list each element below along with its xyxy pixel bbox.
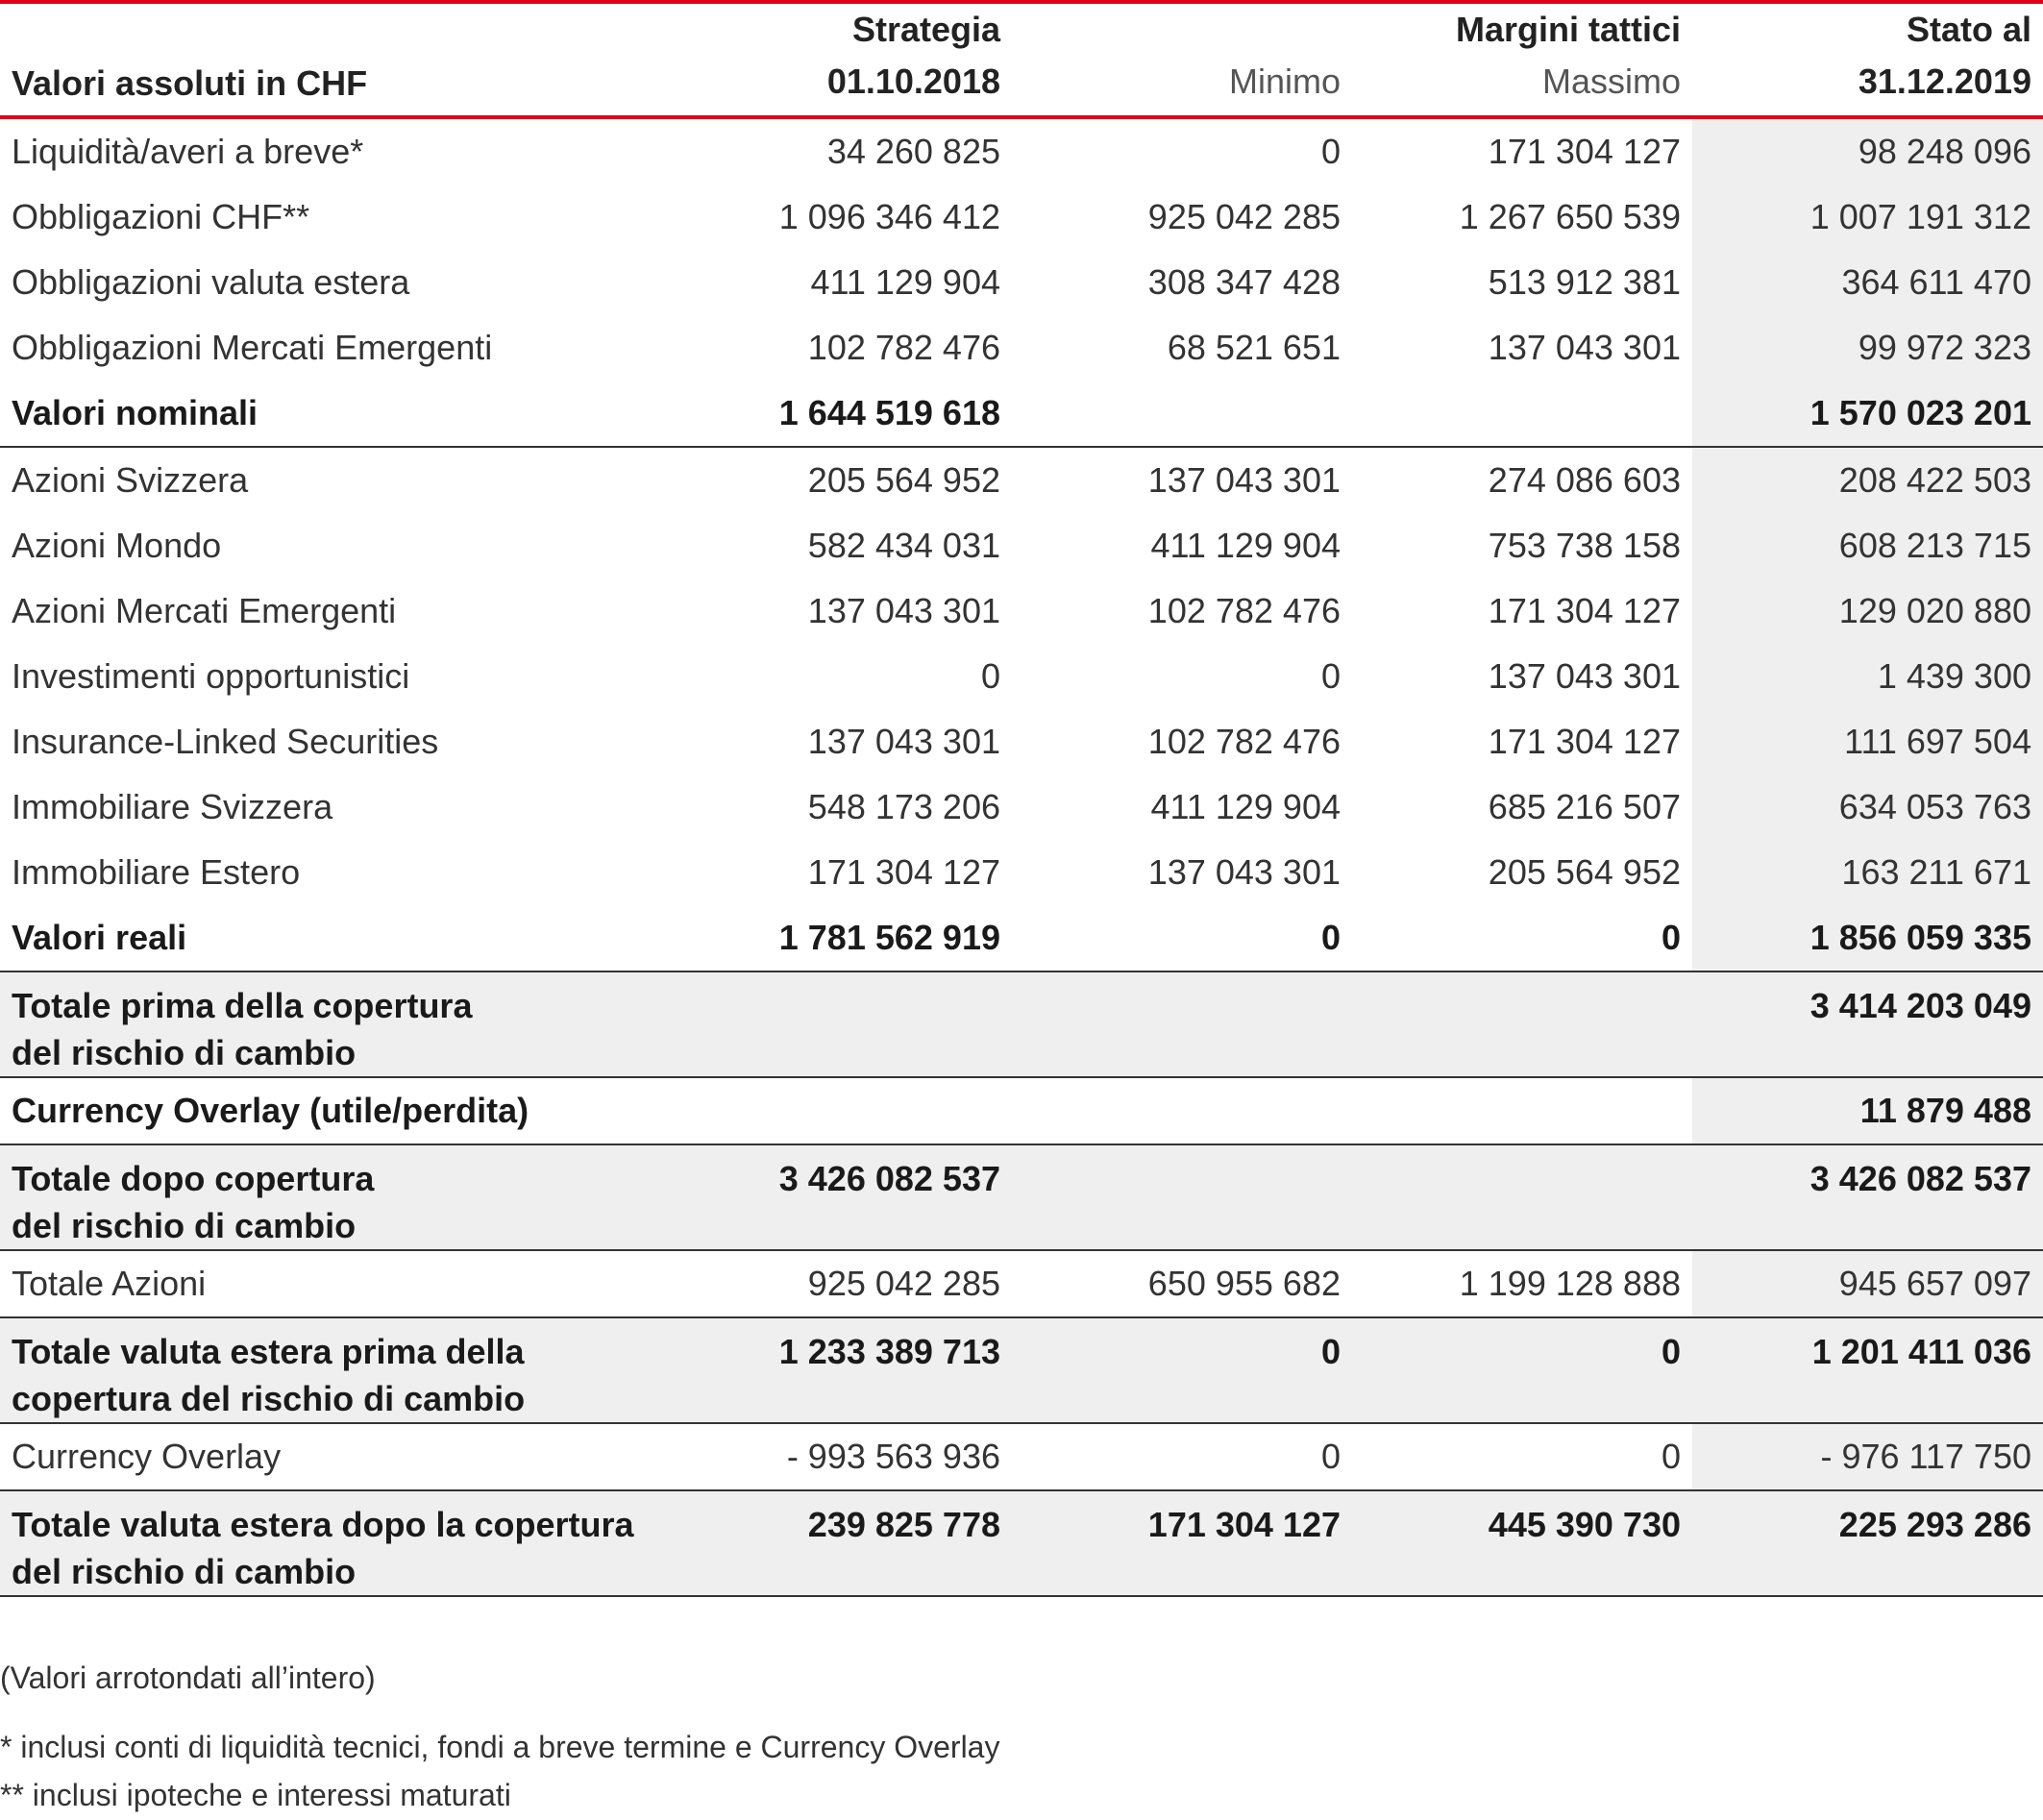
table-header-row	[0, 4, 2043, 117]
cell-status: 1 439 300	[1692, 644, 2043, 709]
table-row	[0, 578, 2043, 644]
cell-minimum: 650 955 682	[1147, 1264, 1341, 1303]
cell-maximum: 137 043 301	[1488, 656, 1681, 696]
cell-maximum: 1 199 128 888	[1459, 1264, 1681, 1303]
cell-strategy: 205 564 952	[807, 460, 1000, 500]
header-status-date: 31.12.2019	[1858, 61, 2031, 101]
cell-minimum	[1012, 971, 1352, 1077]
cell-strategy: 239 825 778	[711, 1490, 1012, 1596]
subtotal-row-nominal	[0, 381, 2043, 447]
subtotal-row-real	[0, 905, 2043, 971]
footnote-liquidity: * inclusi conti di liquidità tecnici, fondi a breve termine e Currency Overlay	[0, 1730, 1000, 1764]
cell-minimum: 0	[1320, 1437, 1341, 1476]
total-after-hedging-row	[0, 1144, 2043, 1250]
cell-minimum: 171 304 127	[1012, 1490, 1352, 1596]
cell-status: 111 697 504	[1692, 709, 2043, 775]
allocation-table	[0, 4, 2043, 1597]
cell-minimum: 137 043 301	[1147, 460, 1341, 500]
row-label	[0, 971, 711, 1077]
cell-minimum: 102 782 476	[1147, 591, 1341, 630]
cell-strategy: 548 173 206	[807, 787, 1000, 826]
table-row	[0, 840, 2043, 905]
cell-status: 99 972 323	[1692, 315, 2043, 381]
cell-maximum: 274 086 603	[1488, 460, 1681, 500]
currency-overlay-row	[0, 1423, 2043, 1490]
cell-maximum: 0	[1661, 918, 1681, 957]
cell-minimum: 137 043 301	[1147, 852, 1341, 892]
cell-minimum: 308 347 428	[1147, 262, 1341, 302]
cell-strategy: 411 129 904	[810, 262, 1000, 302]
cell-strategy: 0	[980, 656, 1000, 696]
cell-strategy	[711, 971, 1012, 1077]
cell-status: 98 248 096	[1692, 117, 2043, 184]
row-label	[0, 1490, 711, 1596]
cell-strategy: 137 043 301	[807, 591, 1000, 630]
row-label-line1: Totale valuta estera dopo la copertura	[12, 1505, 634, 1544]
total-fx-after-hedging-row	[0, 1490, 2043, 1596]
row-label: Liquidità/averi a breve*	[12, 132, 364, 171]
row-label: Azioni Mondo	[12, 526, 222, 565]
table-row	[0, 184, 2043, 250]
total-fx-before-hedging-row	[0, 1317, 2043, 1423]
row-label: Immobiliare Estero	[12, 852, 301, 892]
header-strategy	[711, 4, 1012, 117]
row-label-line1: Totale dopo copertura	[12, 1159, 375, 1198]
table-row	[0, 513, 2043, 578]
table-row	[0, 709, 2043, 775]
header-margins-title: Margini tattici	[1455, 10, 1681, 49]
cell-status: 208 422 503	[1692, 447, 2043, 513]
row-label: Obbligazioni CHF**	[12, 197, 310, 236]
cell-maximum: 171 304 127	[1488, 132, 1681, 171]
cell-minimum: 925 042 285	[1147, 197, 1341, 236]
cell-maximum: 445 390 730	[1352, 1490, 1692, 1596]
cell-strategy: 582 434 031	[807, 526, 1000, 565]
cell-status: 1 007 191 312	[1692, 184, 2043, 250]
row-label: Valori nominali	[12, 393, 258, 432]
header-maximum-label: Massimo	[1541, 61, 1681, 101]
cell-maximum	[1352, 381, 1692, 447]
header-margins	[1352, 4, 1692, 117]
cell-minimum: 102 782 476	[1147, 722, 1341, 761]
header-minimum	[1012, 4, 1352, 117]
header-minimum-label: Minimo	[1228, 61, 1341, 101]
cell-status: 163 211 671	[1692, 840, 2043, 905]
cell-strategy	[711, 1077, 1012, 1144]
cell-strategy: 1 781 562 919	[778, 918, 1000, 957]
row-label: Azioni Mercati Emergenti	[12, 591, 397, 630]
cell-status: 1 856 059 335	[1692, 905, 2043, 971]
row-label	[0, 1317, 711, 1423]
cell-minimum: 0	[1320, 132, 1341, 171]
cell-maximum	[1352, 1077, 1692, 1144]
cell-strategy: 1 096 346 412	[778, 197, 1000, 236]
row-label: Obbligazioni Mercati Emergenti	[12, 328, 493, 367]
cell-status: 225 293 286	[1692, 1490, 2043, 1596]
cell-status: 608 213 715	[1692, 513, 2043, 578]
cell-strategy: 34 260 825	[826, 132, 1000, 171]
row-label: Immobiliare Svizzera	[12, 787, 333, 826]
cell-status: 634 053 763	[1692, 775, 2043, 840]
cell-minimum: 0	[1012, 1317, 1352, 1423]
table-row	[0, 775, 2043, 840]
cell-strategy: 137 043 301	[807, 722, 1000, 761]
cell-maximum: 171 304 127	[1488, 591, 1681, 630]
total-before-hedging-row	[0, 971, 2043, 1077]
cell-maximum: 753 738 158	[1488, 526, 1681, 565]
cell-strategy: 171 304 127	[807, 852, 1000, 892]
cell-status: 1 570 023 201	[1692, 381, 2043, 447]
cell-strategy: 1 233 389 713	[711, 1317, 1012, 1423]
row-label-line2: copertura del rischio di cambio	[12, 1379, 526, 1418]
cell-minimum	[1012, 1077, 1352, 1144]
total-equities-row	[0, 1250, 2043, 1317]
row-label: Obbligazioni valuta estera	[12, 262, 410, 302]
cell-maximum: 0	[1352, 1317, 1692, 1423]
table-row	[0, 644, 2043, 709]
cell-minimum: 411 129 904	[1150, 526, 1341, 565]
row-label	[0, 1144, 711, 1250]
header-values-label: Valori assoluti in CHF	[12, 63, 368, 103]
cell-minimum	[1012, 1144, 1352, 1250]
cell-status: 129 020 880	[1692, 578, 2043, 644]
cell-maximum: 513 912 381	[1488, 262, 1681, 302]
cell-status: 3 426 082 537	[1692, 1144, 2043, 1250]
cell-minimum: 411 129 904	[1150, 787, 1341, 826]
row-label-line2: del rischio di cambio	[12, 1206, 357, 1245]
row-label: Azioni Svizzera	[12, 460, 249, 500]
header-strategy-date: 01.10.2018	[826, 61, 1000, 101]
row-label: Currency Overlay (utile/perdita)	[12, 1091, 529, 1130]
cell-strategy: - 993 563 936	[786, 1437, 1000, 1476]
cell-strategy: 102 782 476	[807, 328, 1000, 367]
cell-maximum	[1352, 1144, 1692, 1250]
table-row	[0, 117, 2043, 184]
cell-status: 3 414 203 049	[1692, 971, 2043, 1077]
cell-maximum	[1352, 971, 1692, 1077]
cell-strategy: 1 644 519 618	[778, 393, 1000, 432]
cell-status: 11 879 488	[1692, 1077, 2043, 1144]
cell-strategy: 925 042 285	[807, 1264, 1000, 1303]
cell-minimum	[1012, 381, 1352, 447]
header-status	[1692, 4, 2043, 117]
table-row	[0, 447, 2043, 513]
cell-maximum: 0	[1661, 1437, 1681, 1476]
header-status-title: Stato al	[1906, 10, 2031, 49]
cell-strategy: 3 426 082 537	[711, 1144, 1012, 1250]
row-label: Valori reali	[12, 918, 187, 957]
cell-minimum: 68 521 651	[1167, 328, 1341, 367]
row-label-line1: Totale valuta estera prima della	[12, 1332, 525, 1371]
table-row	[0, 315, 2043, 381]
cell-maximum: 137 043 301	[1488, 328, 1681, 367]
rounding-note: (Valori arrotondati all’intero)	[0, 1660, 376, 1695]
header-strategy-title: Strategia	[851, 10, 1000, 49]
cell-maximum: 1 267 650 539	[1459, 197, 1681, 236]
cell-maximum: 205 564 952	[1488, 852, 1681, 892]
cell-status: - 976 117 750	[1692, 1423, 2043, 1490]
row-label: Investimenti opportunistici	[12, 656, 410, 696]
row-label-line2: del rischio di cambio	[12, 1552, 357, 1591]
cell-maximum: 685 216 507	[1488, 787, 1681, 826]
footnote-bonds: ** inclusi ipoteche e interessi maturati	[0, 1778, 511, 1812]
cell-minimum: 0	[1320, 656, 1341, 696]
table-row	[0, 250, 2043, 315]
currency-overlay-pl-row	[0, 1077, 2043, 1144]
row-label-line1: Totale prima della copertura	[12, 986, 473, 1025]
row-label: Totale Azioni	[12, 1264, 207, 1303]
cell-status: 1 201 411 036	[1692, 1317, 2043, 1423]
row-label: Insurance-Linked Securities	[12, 722, 439, 761]
row-label: Currency Overlay	[12, 1437, 282, 1476]
cell-minimum: 0	[1320, 918, 1341, 957]
row-label-line2: del rischio di cambio	[12, 1033, 357, 1072]
cell-status: 364 611 470	[1692, 250, 2043, 315]
cell-status: 945 657 097	[1692, 1250, 2043, 1317]
cell-maximum: 171 304 127	[1488, 722, 1681, 761]
